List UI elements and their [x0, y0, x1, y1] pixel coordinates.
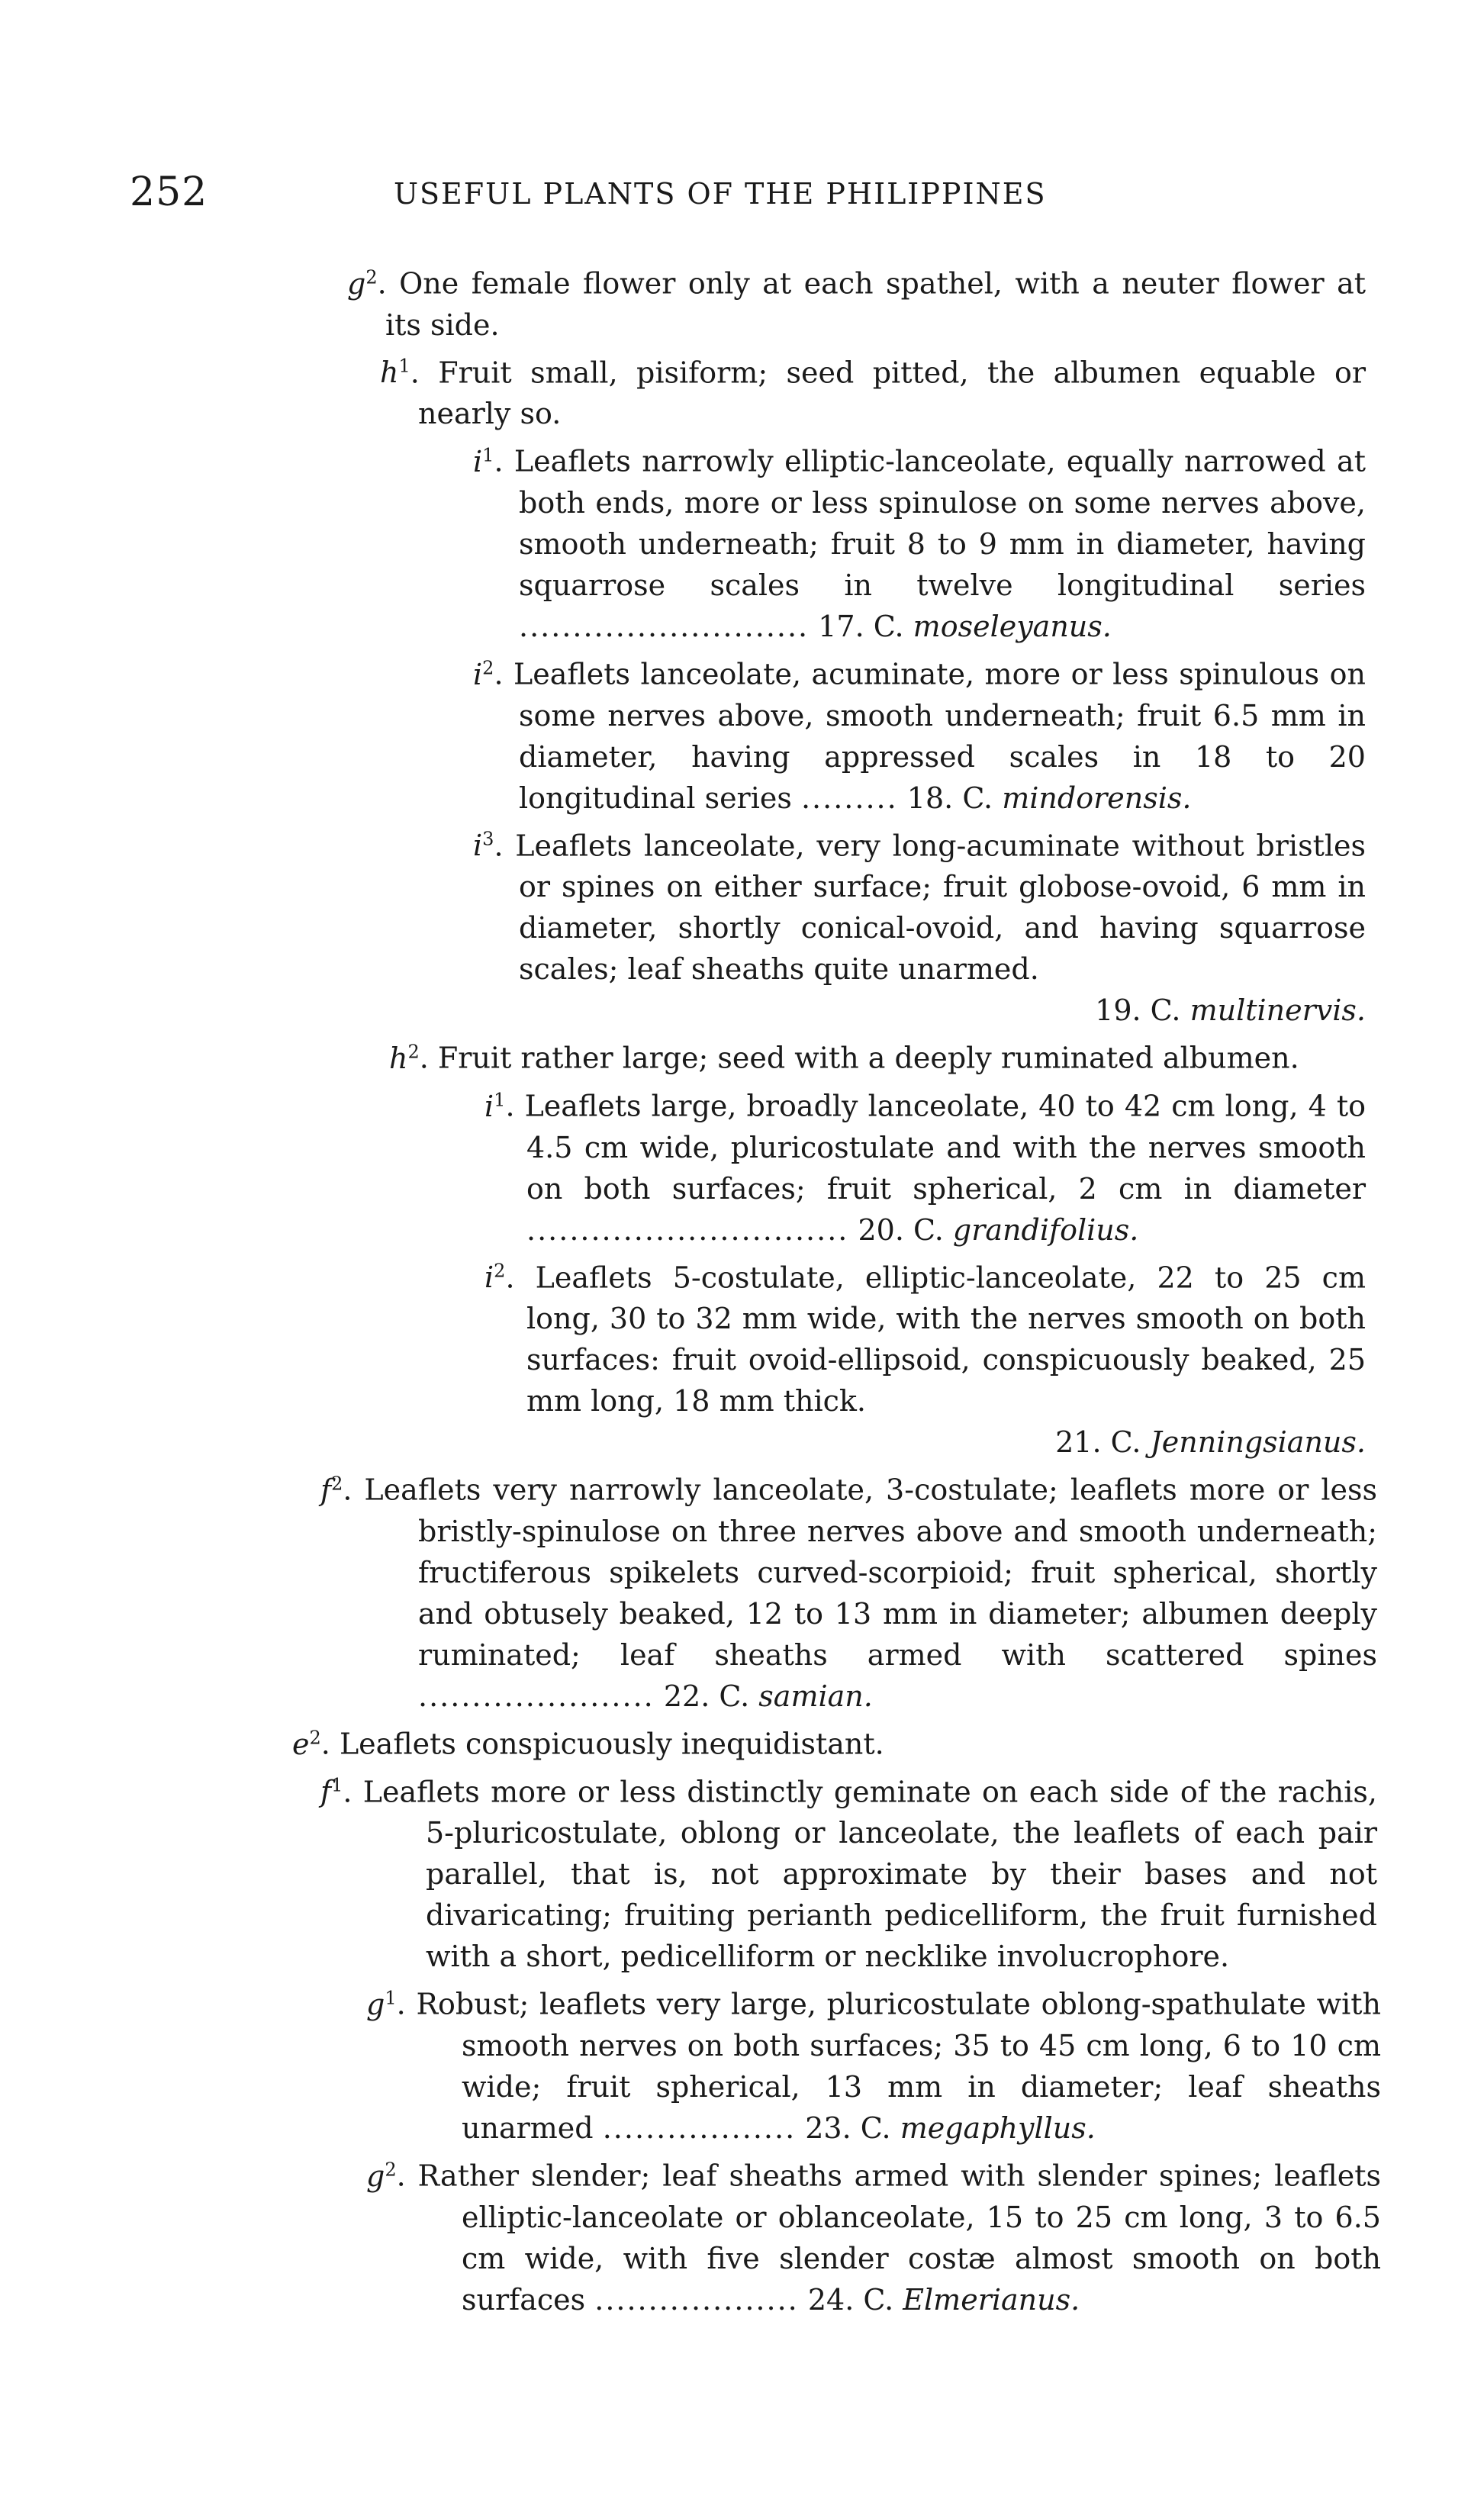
species-ref: ......... 18. C. mindorensis.: [800, 781, 1192, 815]
entry-marker: $f^2$: [320, 1473, 343, 1507]
page-number: 252: [130, 169, 208, 215]
running-head: USEFUL PLANTS OF THE PHILIPPINES: [394, 177, 1047, 211]
entry-marker: $f^1$: [320, 1774, 343, 1809]
page-header: [0, 169, 1484, 223]
entry-text: . Leaflets lanceolate, acuminate, more or less spinulous on some nerves above, smooth underneath; fruit 6.5 mm in diameter, having appressed scales in 18 to 20 longitudinal series: [494, 657, 1366, 815]
entry-marker: $h^2$: [389, 1041, 420, 1075]
entry-text: . Fruit small, pisiform; seed pitted, the albumen equable or nearly so.: [410, 356, 1366, 431]
key-entry-e2: [292, 1717, 1377, 1765]
key-entry-i1-20: [423, 1079, 1366, 1251]
key-entry-h1: [380, 346, 1366, 435]
entry-text: . Leaflets large, broadly lanceolate, 40 to 42 cm long, 4 to 4.5 cm wide, pluricostulate and with the nerves smooth on both surfaces; fruit spherical, 2 cm in diameter: [505, 1089, 1366, 1206]
entry-marker: $h^1$: [380, 355, 410, 390]
entry-text: . Rather slender; leaf sheaths armed with slender spines; leaflets elliptic-lanceolate or oblanceolate, 15 to 25 cm long, 3 to 6.5 cm wide, with five slender costæ almost smooth on both surfaces: [396, 2159, 1381, 2317]
entry-marker: $i^3$: [473, 828, 494, 863]
botanical-key: [0, 256, 1484, 2320]
species-ref: .............................. 20. C. grandifolius.: [526, 1212, 1139, 1247]
entry-text: . Leaflets narrowly elliptic-lanceolate, equally narrowed at both ends, more or less spinulose on some nerves above, smooth underneath; fruit 8 to 9 mm in diameter, having squarrose scales in twelve longitudinal series: [494, 444, 1366, 602]
entry-text: . Leaflets conspicuously inequidistant.: [320, 1727, 884, 1761]
key-entry-g2: [347, 256, 1366, 346]
entry-text: . Leaflets very narrowly lanceolate, 3-costulate; leaflets more or less bristly-spinulose on three nerves above and smooth underneath; fructiferous spikelets curved-scorpioid; fruit spherical, shortly and obtusely beaked, 12 to 13 mm in diameter; albumen deeply ruminated; leaf sheaths armed with scattered spines: [343, 1473, 1377, 1672]
entry-text: . Robust; leaflets very large, pluricostulate oblong-spathulate with smooth nerves on both surfaces; 35 to 45 cm long, 6 to 10 cm wide; fruit spherical, 13 mm in diameter; leaf sheaths unarmed: [396, 1987, 1381, 2145]
entry-marker: $i^2$: [473, 656, 494, 691]
key-entry-g1-23: [366, 1977, 1381, 2149]
entry-marker: $g^1$: [366, 1987, 397, 2021]
entry-marker: $g^2$: [366, 2158, 397, 2193]
key-entry-f1: [320, 1765, 1377, 1978]
entry-marker: $e^2$: [292, 1726, 321, 1761]
entry-text: . Leaflets lanceolate, very long-acuminate without bristles or spines on either surface; fruit globose-ovoid, 6 mm in diameter, shortly conical-ovoid, and having squarrose scales; leaf sheaths quite unarmed.: [494, 829, 1366, 987]
key-entry-h2: [389, 1031, 1366, 1079]
species-ref: ........................... 17. C. moseleyanus.: [519, 609, 1112, 643]
key-entry-i1-17: [412, 434, 1366, 647]
species-ref: .................. 23. C. megaphyllus.: [602, 2111, 1096, 2145]
entry-text: . Fruit rather large; seed with a deeply ruminated albumen.: [419, 1041, 1299, 1075]
species-ref-19: 19. C. multinervis.: [1095, 993, 1366, 1028]
entry-text: . Leaflets more or less distinctly geminate on each side of the rachis, 5-pluricostulate, oblong or lanceolate, the leaflets of each pair parallel, that is, not approximate by their bases and not divaricating; fruiting perianth pedicelliform, the fruit furnished with a short, pedicelliform or necklike involucrophore.: [343, 1775, 1377, 1974]
entry-marker: $g^2$: [347, 266, 378, 301]
species-ref: ...................... 22. C. samian.: [418, 1679, 873, 1713]
key-entry-i3-19: [412, 819, 1366, 990]
entry-text: . One female flower only at each spathel, with a neuter flower at its side.: [377, 266, 1366, 342]
key-entry-f2-22: [320, 1463, 1377, 1717]
entry-marker: $i^1$: [484, 1088, 506, 1123]
key-entry-i2-18: [412, 647, 1366, 819]
entry-marker: $i^2$: [484, 1260, 506, 1295]
species-ref: ................... 24. C. Elmerianus.: [594, 2282, 1080, 2317]
entry-marker: $i^1$: [473, 444, 494, 478]
entry-text: . Leaflets 5-costulate, elliptic-lanceolate, 22 to 25 cm long, 30 to 32 mm wide, with the nerves smooth on both surfaces: fruit ovoid-ellipsoid, conspicuously beaked, 25 mm long, 18 mm thick.: [505, 1261, 1366, 1418]
key-entry-i2-21: [423, 1251, 1366, 1422]
key-entry-g2-24: [366, 2149, 1381, 2320]
species-ref-21: 21. C. Jenningsianus.: [1055, 1425, 1366, 1460]
